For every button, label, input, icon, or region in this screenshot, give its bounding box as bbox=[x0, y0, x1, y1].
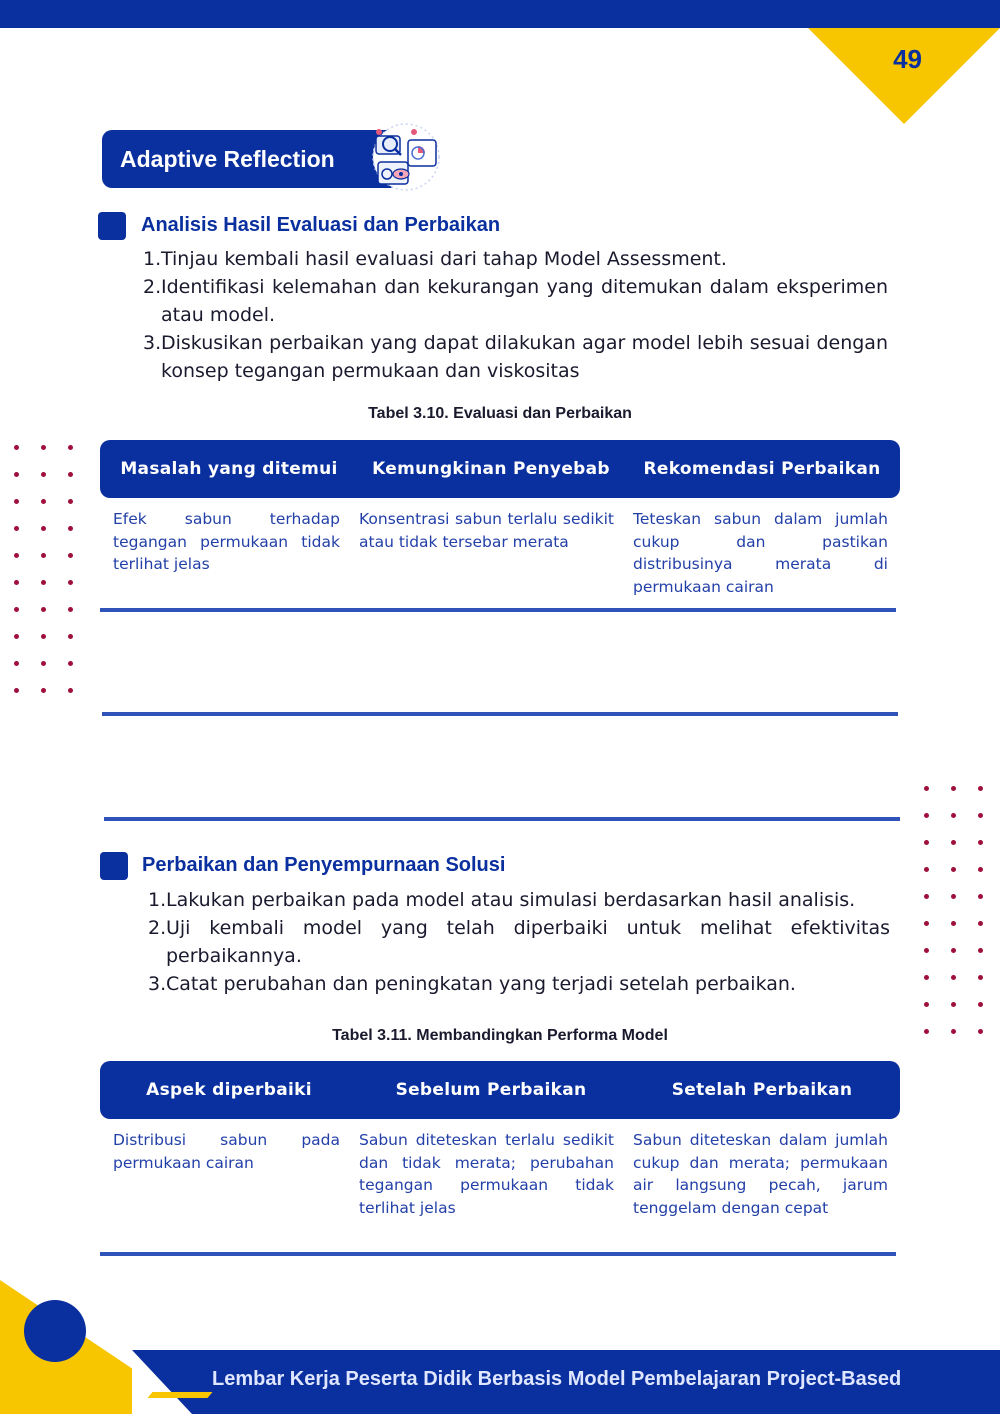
footer-accent bbox=[147, 1392, 212, 1398]
dot bbox=[41, 499, 46, 504]
dot bbox=[978, 813, 983, 818]
dot bbox=[978, 894, 983, 899]
dot bbox=[951, 786, 956, 791]
dot bbox=[68, 445, 73, 450]
dot bbox=[951, 894, 956, 899]
list-item: 1. Lakukan perbaikan pada model atau simulasi berdasarkan hasil analisis. bbox=[148, 889, 856, 911]
table-cell: Konsentrasi sabun terlalu sedikit atau tidak tersebar merata bbox=[359, 510, 614, 551]
dot bbox=[41, 580, 46, 585]
table-divider bbox=[100, 608, 896, 612]
dot bbox=[14, 553, 19, 558]
dot bbox=[924, 786, 929, 791]
section-banner bbox=[102, 130, 392, 188]
table-cell: Sabun diteteskan dalam jumlah cukup dan merata; permukaan air langsung pecah, jarum tenggelam dengan cepat bbox=[633, 1131, 888, 1217]
table-caption: Tabel 3.11. Membandingkan Performa Model bbox=[332, 1027, 668, 1044]
dot bbox=[951, 921, 956, 926]
dot bbox=[924, 1029, 929, 1034]
dot bbox=[924, 894, 929, 899]
dot bbox=[978, 840, 983, 845]
instruction-list bbox=[148, 886, 890, 998]
table-divider bbox=[104, 817, 900, 821]
decorative-dots bbox=[14, 445, 95, 715]
dot bbox=[14, 445, 19, 450]
analytics-illustration-icon bbox=[368, 122, 442, 192]
top-bar bbox=[0, 0, 1000, 28]
dot bbox=[41, 526, 46, 531]
dot bbox=[14, 607, 19, 612]
table-cell: Distribusi sabun pada permukaan cairan bbox=[113, 1131, 340, 1172]
decorative-dots bbox=[924, 786, 1000, 1056]
table-cell: Efek sabun terhadap tegangan permukaan tidak terlihat jelas bbox=[113, 510, 340, 573]
dot bbox=[68, 472, 73, 477]
dot bbox=[68, 607, 73, 612]
dot bbox=[924, 948, 929, 953]
section-heading: Analisis Hasil Evaluasi dan Perbaikan bbox=[141, 214, 501, 236]
list-item: 1. Tinjau kembali hasil evaluasi dari tahap Model Assessment. bbox=[143, 248, 727, 270]
dot bbox=[951, 975, 956, 980]
table-row bbox=[100, 1129, 900, 1219]
dot bbox=[41, 661, 46, 666]
column-header: Masalah yang ditemui bbox=[120, 459, 338, 479]
list-item: 3. Catat perubahan dan peningkatan yang terjadi setelah perbaikan. bbox=[148, 973, 796, 995]
dot bbox=[924, 1002, 929, 1007]
page-number: 49 bbox=[893, 44, 922, 74]
dot bbox=[68, 526, 73, 531]
instruction-list bbox=[143, 245, 888, 385]
dot bbox=[68, 688, 73, 693]
dot bbox=[68, 661, 73, 666]
dot bbox=[951, 948, 956, 953]
dot bbox=[41, 472, 46, 477]
dot bbox=[14, 688, 19, 693]
table-cell: Sabun diteteskan terlalu sedikit dan tidak merata; perubahan tegangan permukaan tidak terlihat jelas bbox=[359, 1131, 614, 1217]
dot bbox=[978, 1029, 983, 1034]
banner-title: Adaptive Reflection bbox=[120, 145, 335, 172]
dot bbox=[924, 921, 929, 926]
dot bbox=[14, 526, 19, 531]
dot bbox=[68, 499, 73, 504]
section-marker bbox=[98, 212, 126, 240]
dot bbox=[41, 445, 46, 450]
list-item: 2. Identifikasi kelemahan dan kekurangan yang ditemukan dalam eksperimen atau model. bbox=[143, 276, 888, 326]
dot bbox=[14, 634, 19, 639]
dot bbox=[14, 472, 19, 477]
column-header: Setelah Perbaikan bbox=[671, 1080, 853, 1100]
table-cell: Teteskan sabun dalam jumlah cukup dan pastikan distribusinya merata di permukaan cairan bbox=[633, 510, 888, 596]
dot bbox=[14, 499, 19, 504]
dot bbox=[978, 948, 983, 953]
dot bbox=[978, 921, 983, 926]
dot bbox=[68, 634, 73, 639]
dot bbox=[978, 867, 983, 872]
dot bbox=[41, 607, 46, 612]
section-heading: Perbaikan dan Penyempurnaan Solusi bbox=[142, 854, 506, 876]
dot bbox=[951, 867, 956, 872]
dot bbox=[68, 553, 73, 558]
dot bbox=[41, 688, 46, 693]
column-header: Aspek diperbaiki bbox=[146, 1080, 312, 1100]
dot bbox=[924, 975, 929, 980]
table-row bbox=[100, 508, 900, 598]
section-marker bbox=[100, 852, 128, 880]
dot bbox=[924, 813, 929, 818]
list-item: 3. Diskusikan perbaikan yang dapat dilakukan agar model lebih sesuai dengan konsep tegangan permukaan dan viskositas bbox=[143, 332, 888, 382]
table-header bbox=[100, 440, 900, 498]
dot bbox=[41, 553, 46, 558]
list-item: 2. Uji kembali model yang telah diperbaiki untuk melihat efektivitas perbaikannya. bbox=[148, 917, 890, 967]
dot bbox=[68, 580, 73, 585]
dot bbox=[924, 840, 929, 845]
dot bbox=[951, 1002, 956, 1007]
table-header bbox=[100, 1061, 900, 1119]
dot bbox=[924, 867, 929, 872]
column-header: Kemungkinan Penyebab bbox=[372, 459, 610, 479]
decorative-circle bbox=[24, 1300, 86, 1362]
dot bbox=[951, 1029, 956, 1034]
table-divider bbox=[102, 712, 898, 716]
table-divider bbox=[100, 1252, 896, 1256]
footer-slash bbox=[132, 1350, 192, 1414]
dot bbox=[978, 786, 983, 791]
dot bbox=[951, 840, 956, 845]
dot bbox=[14, 661, 19, 666]
column-header: Rekomendasi Perbaikan bbox=[643, 459, 881, 479]
dot bbox=[978, 975, 983, 980]
table-caption: Tabel 3.10. Evaluasi dan Perbaikan bbox=[368, 405, 632, 422]
column-header: Sebelum Perbaikan bbox=[395, 1080, 587, 1100]
corner-triangle bbox=[808, 28, 1000, 124]
dot bbox=[978, 1002, 983, 1007]
footer-text: Lembar Kerja Peserta Didik Berbasis Model Pembelajaran Project-Based bbox=[212, 1368, 902, 1390]
dot bbox=[951, 813, 956, 818]
dot bbox=[14, 580, 19, 585]
dot bbox=[41, 634, 46, 639]
